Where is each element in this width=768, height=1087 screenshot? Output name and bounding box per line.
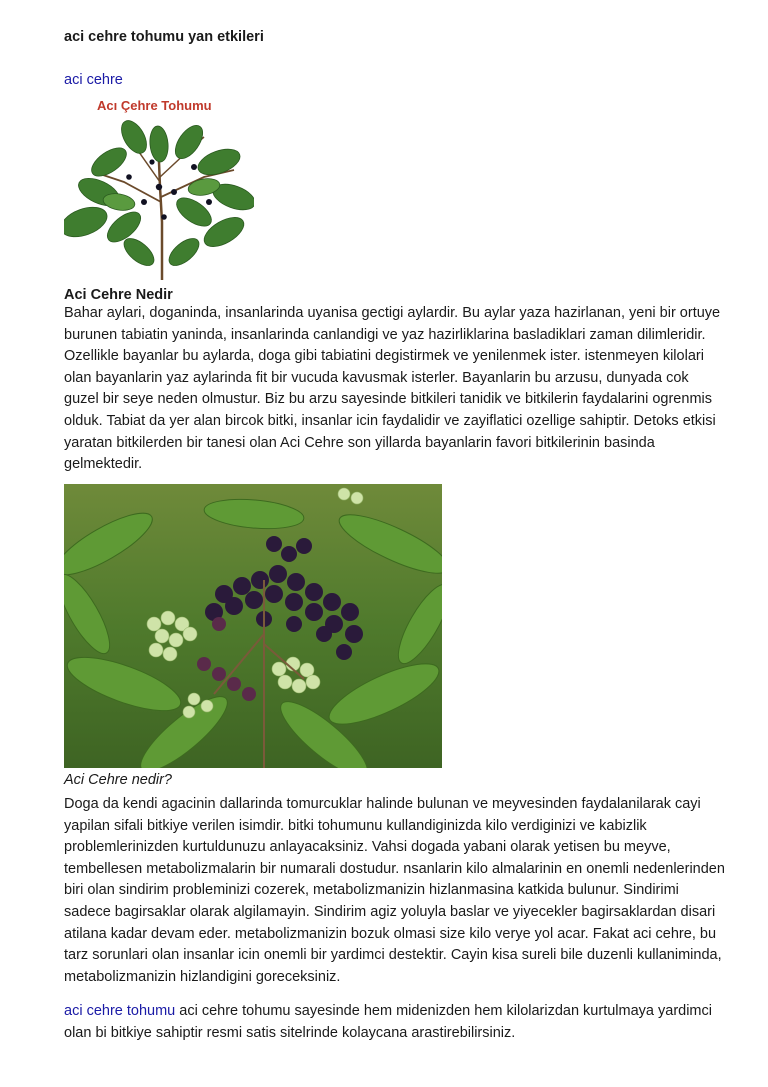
document-title: aci cehre tohumu yan etkileri <box>64 29 264 45</box>
section-heading-aci-cehre-nedir: Aci Cehre Nedir <box>64 287 173 303</box>
berries-photo <box>64 484 442 768</box>
section1-paragraph: Bahar aylari, doganinda, insanlarinda uyanisa gectigi aylardir. Bu aylar yaza hazirlanan, yeni bir ortuye burunen tabiatin yaninda, insanlarinda canlandigi ve yaz hazirliklarina basladiklari zaman dilimleridir. Ozellikle bayanlar bu aylarda, doga gibi tabiatini degistirmek ve yenilenmek ister. istenmeyen kilolari olan bayanlarin yaz aylarinda fit bir vucuda kavusmak isterler. Bayanlarin bu arzusu, dunyada cok guzel bir seye neden olmustur. Biz bu arzu sayesinde bitkileri tanidik ve bitkilerin faydalarini ogrenmis olduk. Tabiat da yer alan bircok bitki, insanlar icin faydalidir ve zayiflatici ozellige sahiptir. Detoks etkisi yaratan bitkilerden bir tanesi olan Aci Cehre son yillarda bayanlarin favori bitkilerinin basinda gelmektedir. <box>64 305 721 473</box>
section2-paragraph: Doga da kendi agacinin dallarinda tomurcuklar halinde bulunan ve meyvesinden faydalanilarak cayi yapilan sifali bitkiye verilen isimdir. bitki tohumunu kullandiginizda kilo verdiginizi ve kabizlik problemlerinizden kurtuldunuzu anlayacaksiniz. Vahsi dogada yabani olarak yetisen bu meyve, tembellesen metabolizmalarin bir numarali dostudur. nsanlarin kilo almalarinin en onemli nedenlerinden biri olan sindirim probleminizi cozerek, metabolizmanizin hizlanmasina katkida bulunur. Sindirimi sadece bagirsaklar olarak algilamayin. Sindirim agiz yoluyla baslar ve yiyecekler bagirsaklardan disari atilana kadar devam eder. metabolizmanizin bozuk olmasi size kilo verye yol acar. Fakat aci cehre, bu tarz sorunlari olan insanlar icin onemli bir yardimci destektir. Cayin kisa sureli bile duzenli kullaniminda, metabolizmanizin hizlandigini goreceksiniz. <box>64 796 725 985</box>
aci-cehre-link[interactable]: aci cehre <box>64 72 123 88</box>
section3-text: aci cehre tohumu sayesinde hem midenizden hem kilolarizdan kurtulmaya yardimci olan bi bitkiye sahiptir resmi satis sitelrinde kolaycana arastirebilirsiniz. <box>64 1003 712 1041</box>
aci-cehre-tohumu-image <box>64 92 254 282</box>
section3-paragraph <box>64 1001 724 1044</box>
figure-caption: Acı Çehre Tohumu <box>97 98 212 113</box>
section-heading-aci-cehre-nedir-question: Aci Cehre nedir? <box>64 772 172 788</box>
aci-cehre-tohumu-link[interactable]: aci cehre tohumu <box>64 1003 176 1019</box>
